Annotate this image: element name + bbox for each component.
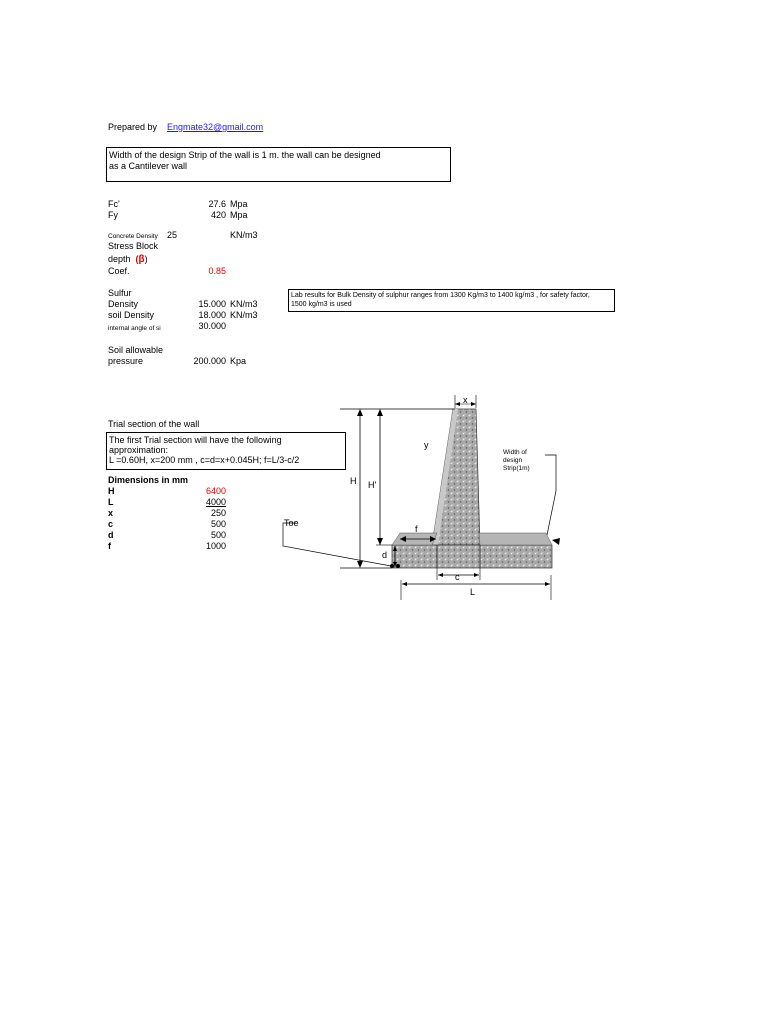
fc-label: Fc' [108,199,120,209]
dim-h-label: H [350,476,357,486]
dim-x-label: x [463,395,468,405]
dim-value-x: 250 [210,508,226,518]
dim-d-label: d [382,550,388,560]
soil-density-unit: KN/m3 [230,310,258,320]
beta-symbol: β [138,254,145,265]
sulfur-label: Sulfur [108,288,132,298]
sulfur-density-value: 15.000 [198,299,226,309]
beta-open: ( [135,254,139,264]
depth-word: depth [108,254,131,264]
fc-value: 27.6 [208,199,226,209]
base-slab [392,545,552,568]
concrete-density-label: Concrete Density [108,233,158,240]
dim-label-d: d [108,530,114,540]
heel-top [479,533,552,545]
dim-value-d: 500 [210,530,226,540]
fy-value: 420 [210,210,226,220]
lab-note-line1: Lab results for Bulk Density of sulphur ranges from 1300 Kg/m3 to 1400 kg/m3 , for safety factor, [291,292,590,299]
friction-angle-value: 30.000 [198,321,226,331]
sulfur-density-label: Density [108,299,139,309]
fy-unit: Mpa [230,210,248,220]
dim-y-label: y [424,440,429,450]
beta-close: ) [144,254,148,264]
design-note-line1: Width of the design Strip of the wall is 1 m. the wall can be designed [109,150,381,160]
width-note-line2: design [503,457,523,464]
trial-line1: The first Trial section will have the following [109,435,282,445]
dim-value-h: 6400 [205,486,226,496]
allowable-pressure-label2: pressure [108,356,144,366]
dim-label-l: L [108,497,114,507]
width-note-line3: Strip(1m) [503,465,530,472]
allowable-pressure-unit: Kpa [230,356,247,366]
friction-angle-label: internal angle of si [108,325,161,332]
toe-label: Toe [284,518,299,528]
stress-block-label: Stress Block [108,241,159,251]
soil-density-label: soil Density [108,310,155,320]
fy-label: Fy [108,210,118,220]
concrete-density-value: 25 [167,230,178,240]
dim-label-h: H [108,486,115,496]
dim-l-label: L [470,587,476,597]
trial-line2: approximation: [109,445,169,455]
dim-label-f: f [108,541,111,551]
dim-label-c: c [108,519,114,529]
dim-f-label: f [415,524,418,534]
soil-density-value: 18.000 [198,310,226,320]
email-link[interactable]: Engmate32@gmail.com [167,122,264,132]
coef-label: Coef. [108,266,130,276]
allowable-pressure-label1: Soil allowable [108,345,164,355]
dim-label-x: x [108,508,114,518]
coef-value: 0.85 [208,266,226,276]
dim-c-label: c [455,572,460,582]
width-note-line1: Width of [503,449,527,456]
dim-value-l: 4000 [205,497,226,507]
trial-title: Trial section of the wall [108,419,200,429]
sulfur-density-unit: KN/m3 [230,299,258,309]
dim-value-c: 500 [210,519,226,529]
concrete-density-unit: KN/m3 [230,230,258,240]
fc-unit: Mpa [230,199,248,209]
dim-h-prime-label: H' [368,480,377,490]
dimensions-title: Dimensions in mm [108,475,189,485]
design-note-line2: as a Cantilever wall [109,161,188,171]
trial-line3: L =0.60H, x=200 mm , c=d=x+0.045H; f=L/3-c/2 [109,455,300,465]
prepared-label: Prepared by [108,122,158,132]
dim-value-f: 1000 [205,541,226,551]
allowable-pressure-value: 200.000 [193,356,226,366]
lab-note-line2: 1500 kg/m3 is used [291,301,352,308]
